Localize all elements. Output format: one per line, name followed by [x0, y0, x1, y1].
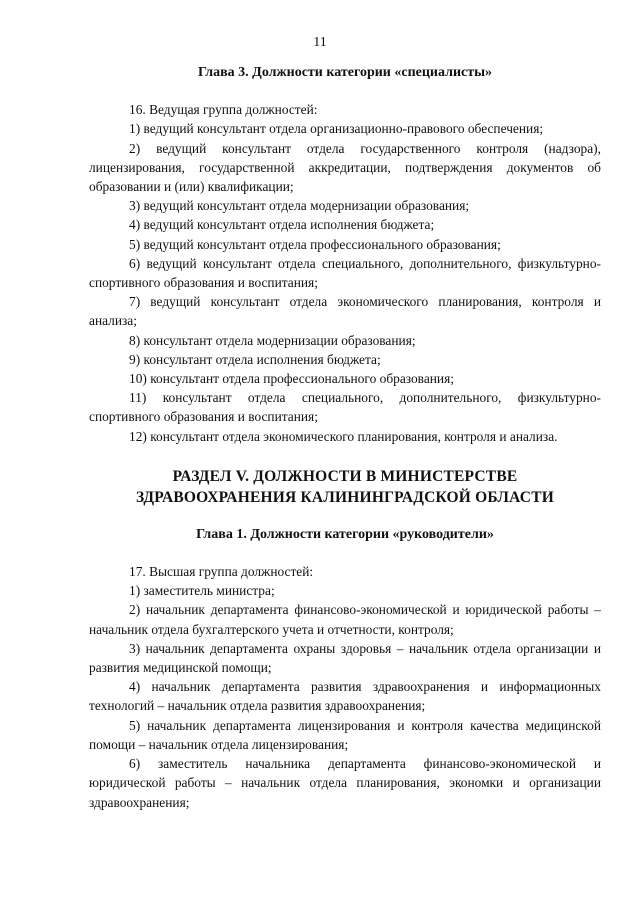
list-item: 1) ведущий консультант отдела организационно-правового обеспечения;	[129, 121, 544, 137]
list-item: 5) ведущий консультант отдела профессионального образования;	[129, 236, 501, 252]
group-16-title: 16. Ведущая группа должностей:	[129, 102, 318, 118]
chapter-3-title: Глава 3. Должности категории «специалисты»	[197, 65, 493, 80]
list-item: 11) консультант отдела специального, дополнительного, физкультурно-спортивного образования и воспитания;	[89, 390, 601, 425]
section-5-title-line-1: РАЗДЕЛ V. ДОЛЖНОСТИ В МИНИСТЕРСТВЕ	[172, 467, 518, 485]
list-item: 7) ведущий консультант отдела экономического планирования, контроля и анализа;	[89, 294, 601, 329]
list-item: 2) ведущий консультант отдела государственного контроля (надзора), лицензирования, государственной аккредитации, подтверждения документов об образовании и (или) квалификации;	[89, 140, 601, 195]
list-item: 10) консультант отдела профессионального образования;	[129, 371, 454, 387]
group-17-title: 17. Высшая группа должностей:	[129, 564, 314, 580]
page-content	[89, 63, 601, 812]
list-item: 1) заместитель министра;	[129, 583, 275, 599]
list-item: 2) начальник департамента финансово-экономической и юридической работы – начальник отдела бухгалтерского учета и отчетности, контроля;	[89, 602, 601, 637]
list-item: 6) ведущий консультант отдела специального, дополнительного, физкультурно-спортивного образования и воспитания;	[89, 255, 601, 291]
list-item: 5) начальник департамента лицензирования и контроля качества медицинской помощи – начальник отдела лицензирования;	[89, 717, 601, 752]
page-number: 11	[313, 35, 327, 50]
list-item: 9) консультант отдела исполнения бюджета;	[129, 351, 381, 367]
list-item: 3) начальник департамента охраны здоровья – начальник отдела организации и развития медицинской помощи;	[89, 640, 601, 676]
list-item: 8) консультант отдела модернизации образования;	[129, 332, 416, 348]
chapter-1-title: Глава 1. Должности категории «руководители»	[196, 526, 494, 542]
section-5-title-line-2: ЗДРАВООХРАНЕНИЯ КАЛИНИНГРАДСКОЙ ОБЛАСТИ	[136, 488, 554, 506]
list-item: 4) ведущий консультант отдела исполнения бюджета;	[129, 217, 435, 233]
list-item: 4) начальник департамента развития здравоохранения и информационных технологий – начальник отдела развития здравоохранения;	[89, 679, 601, 714]
list-item: 6) заместитель начальника департамента финансово-экономической и юридической работы – начальник отдела планирования, экономки и организации здравоохранения;	[89, 756, 601, 810]
list-item: 3) ведущий консультант отдела модернизации образования;	[129, 198, 470, 214]
list-item: 12) консультант отдела экономического планирования, контроля и анализа.	[129, 428, 558, 444]
